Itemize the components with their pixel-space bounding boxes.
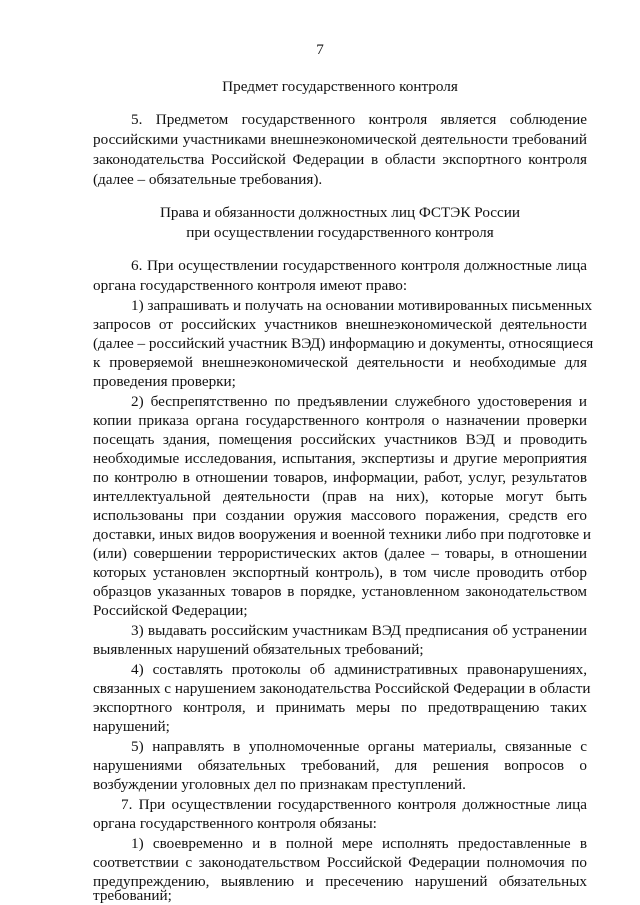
paragraph-line: нарушениями обязательных требований, для решения вопросов о — [93, 757, 587, 774]
paragraph-line: доставки, иных видов вооружения и военной техники либо при подготовке и — [93, 526, 592, 543]
paragraph-line: копии приказа органа государственного контроля о назначении проверки — [93, 412, 587, 429]
paragraph-line: 7. При осуществлении государственного контроля должностные лица — [121, 796, 587, 813]
paragraph-line: 2) беспрепятственно по предъявлении служебного удостоверения и — [131, 393, 587, 410]
paragraph-line: (далее – российский участник ВЭД) информацию и документы, относящиеся — [93, 335, 594, 352]
paragraph-line: проведения проверки; — [93, 373, 236, 390]
paragraph-line: органа государственного контроля обязаны: — [93, 815, 377, 832]
paragraph-line: образцов указанных товаров в порядке, установленном законодательством — [93, 583, 587, 600]
paragraph-line: связанных с нарушением законодательства Российской Федерации в области — [93, 680, 591, 697]
paragraph-line: интеллектуальной деятельности (прав на них), которые могут быть — [93, 488, 587, 505]
page-number: 7 — [316, 41, 324, 58]
paragraph-line: требований; — [93, 887, 172, 904]
paragraph-line: 5) направлять в уполномоченные органы материалы, связанные с — [131, 738, 587, 755]
paragraph-line: 4) составлять протоколы об административных правонарушениях, — [131, 661, 587, 678]
paragraph-line: 3) выдавать российским участникам ВЭД предписания об устранении — [131, 622, 587, 639]
paragraph-line: посещать здания, помещения российских участников ВЭД и проводить — [93, 431, 587, 448]
paragraph-line: 1) запрашивать и получать на основании мотивированных письменных — [131, 297, 593, 314]
paragraph-line: к проверяемой внешнеэкономической деятельности и необходимые для — [93, 354, 587, 371]
section-heading-rights-line: при осуществлении государственного контроля — [186, 224, 494, 241]
paragraph-line: необходимые исследования, испытания, экспертизы и другие мероприятия — [93, 450, 587, 467]
paragraph-line: 1) своевременно и в полной мере исполнять предоставленные в — [131, 835, 587, 852]
paragraph-line: (или) совершении террористических актов (далее – товары, в отношении — [93, 545, 587, 562]
section-heading-subject: Предмет государственного контроля — [222, 78, 458, 95]
paragraph-line: возбуждении уголовных дел по признакам преступлений. — [93, 776, 466, 793]
paragraph-line: органа государственного контроля имеют право: — [93, 277, 408, 294]
paragraph-line: предупреждению, выявлению и пресечению нарушений обязательных — [93, 873, 587, 890]
paragraph-line: законодательства Российской Федерации в области экспортного контроля — [93, 151, 587, 168]
paragraph-line: 5. Предметом государственного контроля является соблюдение — [131, 111, 587, 128]
paragraph-line: использованы при создании оружия массового поражения, средств его — [93, 507, 587, 524]
paragraph-line: которых установлен экспортный контроль), в том числе проводить отбор — [93, 564, 587, 581]
paragraph-line: (далее – обязательные требования). — [93, 171, 323, 188]
paragraph-line: нарушений; — [93, 718, 170, 735]
paragraph-line: Российской Федерации; — [93, 602, 248, 619]
paragraph-line: 6. При осуществлении государственного контроля должностные лица — [131, 257, 587, 274]
paragraph-line: запросов от российских участников внешнеэкономической деятельности — [93, 316, 587, 333]
section-heading-rights-line: Права и обязанности должностных лиц ФСТЭК России — [159, 204, 521, 221]
paragraph-line: российскими участниками внешнеэкономической деятельности требований — [93, 131, 587, 148]
paragraph-line: по контролю в отношении товаров, информации, работ, услуг, результатов — [93, 469, 587, 486]
paragraph-line: выявленных нарушений обязательных требований; — [93, 641, 424, 658]
paragraph-line: экспортного контроля, и принимать меры по предотвращению таких — [93, 699, 587, 716]
paragraph-line: соответствии с законодательством Российской Федерации полномочия по — [93, 854, 587, 871]
